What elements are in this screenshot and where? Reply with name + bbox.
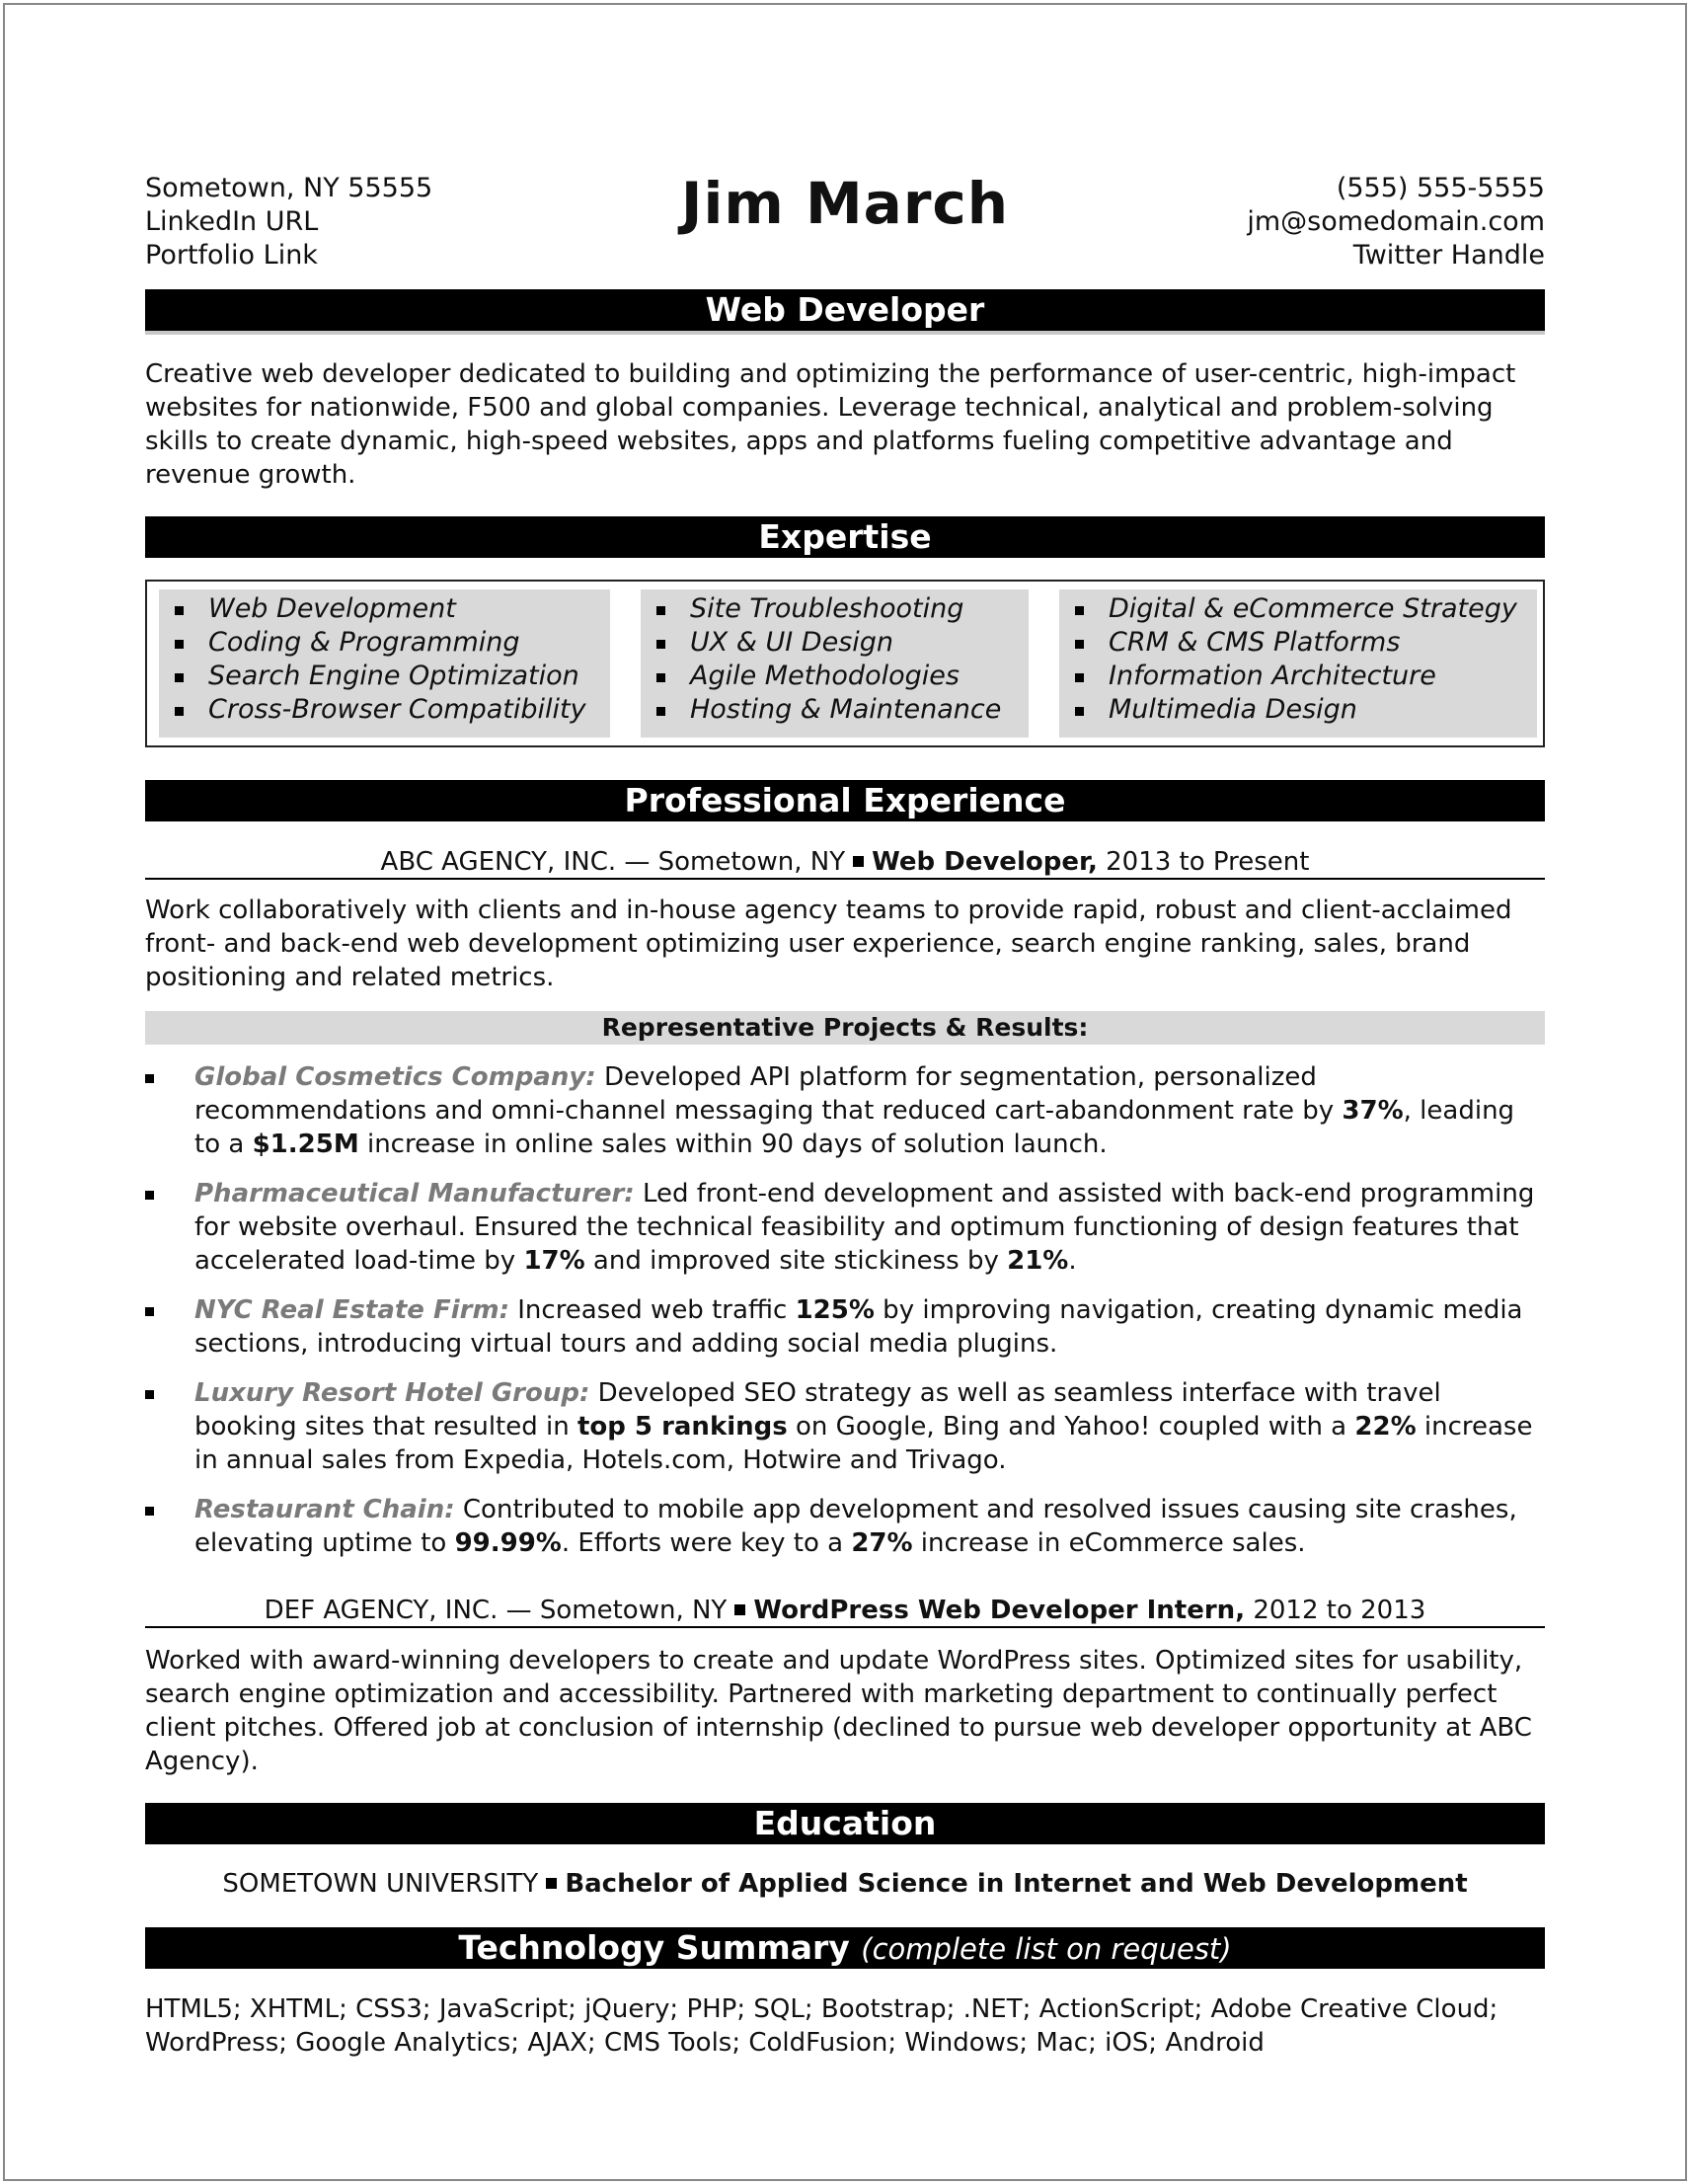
- education-entry: [145, 1866, 1545, 1902]
- expertise-item: Site Troubleshooting: [641, 592, 1029, 626]
- job-description: Work collaboratively with clients and in-house agency teams to provide rapid, robust and client-acclaimed front- and back-end web development optimizing user experience, search engine ranking, sales, brand positioning and related metrics.: [145, 896, 1512, 992]
- company: ABC AGENCY, INC. — Sometown, NY: [380, 847, 846, 877]
- project-item: [145, 1376, 1545, 1477]
- linkedin-link[interactable]: LinkedIn URL: [145, 206, 319, 237]
- summary: Creative web developer dedicated to building and optimizing the performance of user-centric, high-impact websites for nationwide, F500 and global companies. Leverage technical, analytical and problem-solving skills to create dynamic, high-speed websites, apps and platforms fueling competitive advantage and revenue growth.: [145, 359, 1516, 490]
- technology-list: HTML5; XHTML; CSS3; JavaScript; jQuery; PHP; SQL; Bootstrap; .NET; ActionScript; Adobe Creative Cloud; WordPress; Google Analytics; AJAX; CMS Tools; ColdFusion; Windows; Mac; iOS; Android: [145, 1994, 1498, 2058]
- square-bullet-icon: [145, 1191, 154, 1200]
- project-item: [145, 1177, 1545, 1278]
- square-bullet-icon: [145, 1390, 154, 1399]
- education-heading: Education: [145, 1803, 1545, 1844]
- text: Developed API platform for segmentation, personalized recommendations and omni-channel messaging that reduced cart-abandonment rate by: [194, 1062, 1343, 1126]
- metric: 125%: [795, 1295, 875, 1325]
- job-header: [145, 844, 1545, 880]
- technology-title: Technology Summary: [458, 1928, 850, 1967]
- job-title-banner: Web Developer: [145, 289, 1545, 335]
- project-item: [145, 1293, 1545, 1361]
- company: DEF AGENCY, INC. — Sometown, NY: [264, 1596, 728, 1625]
- metric: 27%: [851, 1528, 913, 1558]
- text: increase in eCommerce sales.: [912, 1528, 1306, 1558]
- metric: 37%: [1342, 1096, 1404, 1126]
- text: and improved site stickiness by: [584, 1246, 1008, 1276]
- experience-heading: Professional Experience: [145, 780, 1545, 821]
- role: Web Developer,: [872, 847, 1098, 877]
- text: increase in online sales within 90 days of solution launch.: [358, 1130, 1108, 1159]
- square-bullet-icon: [145, 1307, 154, 1316]
- expertise-item: UX & UI Design: [641, 626, 1029, 660]
- expertise-item: Web Development: [159, 592, 610, 626]
- text: by improving navigation, creating dynamic media sections, introducing virtual tours and adding social media plugins.: [194, 1295, 1523, 1359]
- address: Sometown, NY 55555: [145, 173, 433, 203]
- square-bullet-icon: [853, 856, 864, 867]
- client: Pharmaceutical Manufacturer:: [194, 1179, 635, 1209]
- expertise-column: [159, 589, 610, 738]
- expertise-item: Digital & eCommerce Strategy: [1059, 592, 1537, 626]
- expertise-heading: Expertise: [145, 516, 1545, 558]
- dates: 2013 to Present: [1106, 847, 1310, 877]
- email[interactable]: jm@somedomain.com: [1247, 206, 1545, 237]
- candidate-name: Jim March: [680, 170, 1010, 237]
- metric: 17%: [523, 1246, 585, 1276]
- expertise-box: [145, 580, 1545, 747]
- metric: 22%: [1354, 1412, 1417, 1442]
- expertise-column: [641, 589, 1029, 738]
- expertise-item: CRM & CMS Platforms: [1059, 626, 1537, 660]
- job-header: [145, 1593, 1545, 1628]
- text: Led front-end development and assisted with back-end programming for website overhaul. Ensured the technical feasibility and optimum functioning of design features that accelerated load-time by: [194, 1179, 1535, 1276]
- square-bullet-icon: [546, 1878, 557, 1889]
- degree: Bachelor of Applied Science in Internet and Web Development: [565, 1869, 1468, 1899]
- expertise-item: Hosting & Maintenance: [641, 693, 1029, 727]
- text: increase in annual sales from Expedia, Hotels.com, Hotwire and Trivago.: [194, 1412, 1533, 1475]
- client: Restaurant Chain:: [194, 1495, 455, 1524]
- dates: 2012 to 2013: [1253, 1596, 1426, 1625]
- job-description: Worked with award-winning developers to create and update WordPress sites. Optimized sites for usability, search engine optimization and accessibility. Partnered with marketing department to continually perfect client pitches. Offered job at conclusion of internship (declined to pursue web developer opportunity at ABC Agency).: [145, 1646, 1532, 1776]
- project-item: [145, 1493, 1545, 1560]
- metric: 99.99%: [454, 1528, 562, 1558]
- text: Developed SEO strategy as well as seamless interface with travel booking sites that resulted in: [194, 1378, 1441, 1442]
- expertise-column: [1059, 589, 1537, 738]
- text: .: [1068, 1246, 1077, 1276]
- projects-heading: Representative Projects & Results:: [145, 1011, 1545, 1045]
- metric: $1.25M: [252, 1130, 359, 1159]
- twitter-handle[interactable]: Twitter Handle: [1352, 240, 1545, 271]
- project-item: [145, 1060, 1545, 1161]
- phone: (555) 555-5555: [1336, 173, 1545, 203]
- square-bullet-icon: [145, 1074, 154, 1083]
- school: SOMETOWN UNIVERSITY: [222, 1869, 539, 1899]
- technology-note: (complete list on request): [861, 1932, 1232, 1966]
- text: , leading to a: [194, 1096, 1515, 1159]
- metric: top 5 rankings: [576, 1412, 788, 1442]
- client: NYC Real Estate Firm:: [194, 1295, 509, 1325]
- projects-list: [145, 1060, 1545, 1576]
- portfolio-link[interactable]: Portfolio Link: [145, 240, 318, 271]
- expertise-item: Coding & Programming: [159, 626, 610, 660]
- expertise-item: Agile Methodologies: [641, 660, 1029, 693]
- expertise-item: Cross-Browser Compatibility: [159, 693, 610, 727]
- expertise-item: Search Engine Optimization: [159, 660, 610, 693]
- contact-right: [1247, 172, 1545, 273]
- expertise-item: Multimedia Design: [1059, 693, 1537, 727]
- client: Luxury Resort Hotel Group:: [194, 1378, 590, 1408]
- client: Global Cosmetics Company:: [194, 1062, 596, 1092]
- technology-heading: [145, 1927, 1545, 1969]
- expertise-item: Information Architecture: [1059, 660, 1537, 693]
- metric: 21%: [1007, 1246, 1069, 1276]
- square-bullet-icon: [734, 1604, 745, 1615]
- role: WordPress Web Developer Intern,: [753, 1596, 1246, 1625]
- text: on Google, Bing and Yahoo! coupled with a: [787, 1412, 1355, 1442]
- text: Increased web traffic: [508, 1295, 796, 1325]
- text: Contributed to mobile app development and resolved issues causing site crashes, elevating uptime to: [194, 1495, 1517, 1558]
- square-bullet-icon: [145, 1507, 154, 1516]
- text: . Efforts were key to a: [561, 1528, 852, 1558]
